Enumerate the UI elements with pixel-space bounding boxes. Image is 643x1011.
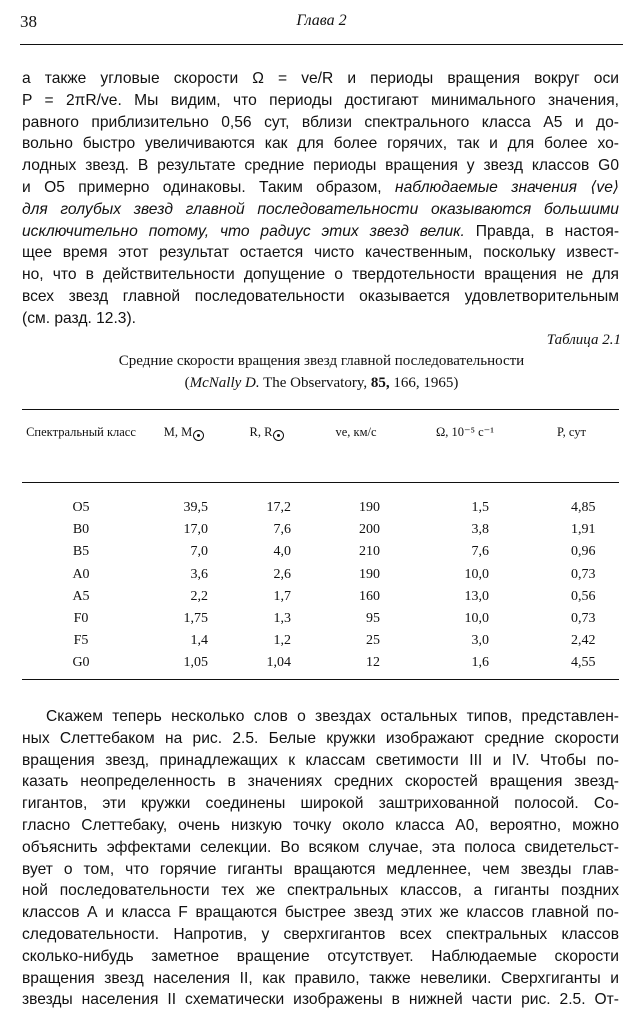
cell-value: 3,6 bbox=[190, 566, 208, 582]
cell-spectral-class bbox=[22, 586, 140, 608]
cell-period bbox=[524, 608, 619, 630]
cell-spectral-class bbox=[22, 519, 140, 541]
cell-spectral-class bbox=[22, 630, 140, 652]
cell-value: 1,5 bbox=[471, 500, 489, 516]
text-line: объяснить эффектами селекции. Во всяком случае, эта полоса свидетельст- bbox=[22, 838, 619, 856]
table-body bbox=[22, 497, 619, 675]
cell-value: 39,5 bbox=[183, 500, 208, 516]
table-row bbox=[22, 519, 619, 541]
italic-text: исключительно потому, что радиус этих звезд велик. bbox=[22, 222, 465, 240]
table-rule-mid bbox=[22, 482, 619, 483]
cell-mass bbox=[140, 608, 228, 630]
cell-radius bbox=[228, 541, 306, 563]
cell-value: 1,4 bbox=[190, 633, 208, 649]
italic-text: наблюдаемые значения ⟨ve⟩ bbox=[395, 178, 619, 196]
table-row bbox=[22, 652, 619, 674]
cell-spectral-class bbox=[22, 608, 140, 630]
text-line: гласно Слеттебаку, очень низкую точку около класса А0, вероятно, можно bbox=[22, 816, 619, 834]
cell-value: 12 bbox=[366, 655, 380, 671]
cell-value: 1,91 bbox=[571, 522, 596, 538]
source-pages: 166, 1965) bbox=[393, 375, 459, 391]
cell-spectral-class bbox=[22, 497, 140, 519]
cell-mass bbox=[140, 586, 228, 608]
table-rule-bottom bbox=[22, 679, 619, 680]
table-label: Таблица 2.1 bbox=[546, 332, 621, 348]
cell-period bbox=[524, 652, 619, 674]
cell-mass bbox=[140, 630, 228, 652]
table-caption: Средние скорости вращения звезд главной последовательности bbox=[118, 353, 525, 369]
header-radius-label: R, R bbox=[249, 425, 273, 439]
cell-value: 210 bbox=[359, 544, 380, 560]
cell-value: F5 bbox=[73, 633, 89, 649]
table-row bbox=[22, 564, 619, 586]
cell-value: 190 bbox=[359, 500, 380, 516]
text-line: равного приблизительно 0,56 сут, вблизи спектрального класса А5 и до- bbox=[22, 113, 619, 131]
cell-value: 2,6 bbox=[273, 566, 291, 582]
text-line: ных Слеттебаком на рис. 2.5. Белые кружки изображают средние скорости bbox=[22, 729, 619, 747]
text-segment: и О5 примерно одинаковы. Таким образом, bbox=[22, 178, 382, 196]
cell-value: 7,6 bbox=[273, 522, 291, 538]
header-mass bbox=[140, 424, 228, 441]
text-line: P = 2πR/ve. Мы видим, что периоды достигают минимального значения, bbox=[22, 91, 619, 109]
cell-radius bbox=[228, 586, 306, 608]
cell-value: 0,96 bbox=[571, 544, 596, 560]
cell-radius bbox=[228, 630, 306, 652]
table-title bbox=[0, 350, 643, 394]
text-line: вращения звезд, принадлежащих к классам светимости III и IV. Чтобы по- bbox=[22, 751, 619, 769]
text-line: щее время этот результат остается чисто качественным, поскольку извест- bbox=[22, 244, 619, 262]
cell-velocity bbox=[306, 586, 406, 608]
cell-value: A0 bbox=[72, 566, 90, 582]
cell-value: O5 bbox=[72, 500, 90, 516]
cell-value: 1,7 bbox=[273, 588, 291, 604]
cell-period bbox=[524, 586, 619, 608]
text-line: Скажем теперь несколько слов о звездах остальных типов, представлен- bbox=[46, 708, 619, 725]
cell-radius bbox=[228, 497, 306, 519]
cell-value: 1,6 bbox=[471, 655, 489, 671]
text-line: (см. разд. 12.3). bbox=[22, 309, 136, 327]
cell-value: 3,0 bbox=[471, 633, 489, 649]
cell-value: 10,0 bbox=[464, 566, 489, 582]
cell-value: 95 bbox=[366, 611, 380, 627]
cell-value: 1,05 bbox=[183, 655, 208, 671]
text-line: всех звезд главной последовательности оказывается удовлетворительным bbox=[22, 287, 619, 305]
cell-value: 7,6 bbox=[471, 544, 489, 560]
header-mass-label: M, M bbox=[163, 425, 193, 439]
table-row bbox=[22, 497, 619, 519]
header-velocity: ve, км/с bbox=[335, 425, 377, 439]
cell-omega bbox=[406, 541, 524, 563]
cell-omega bbox=[406, 652, 524, 674]
paragraph-other-star-types bbox=[22, 706, 619, 1011]
page-number: 38 bbox=[20, 12, 37, 31]
cell-value: B5 bbox=[72, 544, 90, 560]
text-line: ной последовательности тех же спектральных классов, а гиганты поздних bbox=[22, 882, 619, 900]
cell-value: F0 bbox=[73, 611, 89, 627]
text-line: для голубых звезд главной последовательности оказываются большими bbox=[22, 200, 619, 218]
cell-value: 1,75 bbox=[183, 611, 208, 627]
table-row bbox=[22, 541, 619, 563]
cell-velocity bbox=[306, 564, 406, 586]
cell-value: 2,2 bbox=[190, 588, 208, 604]
cell-radius bbox=[228, 652, 306, 674]
table-row bbox=[22, 630, 619, 652]
cell-value: 1,04 bbox=[266, 655, 291, 671]
text-line: вольно быстро увеличиваются как для более горячих, так и для более хо- bbox=[22, 135, 619, 153]
sun-symbol-icon bbox=[273, 430, 284, 441]
source-journal: The Observatory, bbox=[263, 375, 368, 391]
cell-value: 4,55 bbox=[571, 655, 596, 671]
cell-radius bbox=[228, 564, 306, 586]
header-period: P, сут bbox=[557, 425, 586, 439]
cell-value: 4,85 bbox=[571, 500, 596, 516]
cell-velocity bbox=[306, 608, 406, 630]
cell-spectral-class bbox=[22, 564, 140, 586]
cell-value: 0,73 bbox=[571, 611, 596, 627]
page-header bbox=[20, 12, 623, 34]
text-line: а также угловые скорости Ω = ve/R и периоды вращения вокруг оси bbox=[22, 70, 619, 87]
cell-value: G0 bbox=[72, 655, 90, 671]
cell-velocity bbox=[306, 541, 406, 563]
cell-omega bbox=[406, 586, 524, 608]
cell-period bbox=[524, 519, 619, 541]
text-line: вращения звезд населения II, как правило, также невелики. Сверхгиганты и bbox=[22, 969, 619, 987]
cell-value: 2,42 bbox=[571, 633, 596, 649]
cell-period bbox=[524, 497, 619, 519]
text-line: но, что в действительности допущение о твердотельности вращения не для bbox=[22, 266, 619, 284]
table-header bbox=[22, 424, 619, 441]
cell-velocity bbox=[306, 652, 406, 674]
cell-omega bbox=[406, 608, 524, 630]
cell-velocity bbox=[306, 630, 406, 652]
cell-value: 17,2 bbox=[266, 500, 291, 516]
cell-mass bbox=[140, 564, 228, 586]
cell-value: 13,0 bbox=[464, 588, 489, 604]
table-source: (McNally D. The Observatory, 85, 166, 1965) bbox=[184, 375, 459, 391]
cell-velocity bbox=[306, 519, 406, 541]
cell-omega bbox=[406, 497, 524, 519]
cell-value: 1,2 bbox=[273, 633, 291, 649]
header-rule bbox=[20, 44, 623, 45]
cell-radius bbox=[228, 608, 306, 630]
running-head: Глава 2 bbox=[296, 12, 347, 29]
table-row bbox=[22, 608, 619, 630]
cell-value: 17,0 bbox=[183, 522, 208, 538]
cell-mass bbox=[140, 541, 228, 563]
text-line: классов А и класса F вращаются быстрее звезд этих же классов главной по- bbox=[22, 904, 619, 922]
cell-mass bbox=[140, 652, 228, 674]
cell-velocity bbox=[306, 497, 406, 519]
cell-value: 10,0 bbox=[464, 611, 489, 627]
source-volume: 85, bbox=[370, 375, 390, 391]
cell-spectral-class bbox=[22, 652, 140, 674]
text-line: вует о том, что горячие гиганты вращаются медленнее, чем звезды глав- bbox=[22, 860, 619, 878]
sun-symbol-icon bbox=[193, 430, 204, 441]
cell-radius bbox=[228, 519, 306, 541]
cell-omega bbox=[406, 519, 524, 541]
header-omega: Ω, 10⁻⁵ c⁻¹ bbox=[435, 425, 494, 439]
text-line: гигантов, эти кружки соединены широкой заштрихованной полосой. Со- bbox=[22, 795, 619, 813]
cell-value: 7,0 bbox=[190, 544, 208, 560]
cell-value: 200 bbox=[359, 522, 380, 538]
cell-value: 190 bbox=[359, 566, 380, 582]
header-radius bbox=[228, 424, 306, 441]
cell-mass bbox=[140, 497, 228, 519]
header-spectral-class: Спектральный класс bbox=[26, 425, 136, 439]
cell-mass bbox=[140, 519, 228, 541]
source-author: McNally D. bbox=[189, 375, 260, 391]
cell-value: A5 bbox=[72, 588, 90, 604]
table-rule-top bbox=[22, 409, 619, 410]
cell-value: 160 bbox=[359, 588, 380, 604]
text-line: лодных звезд. В результате средние периоды вращения у звезд классов G0 bbox=[22, 157, 619, 175]
cell-value: B0 bbox=[72, 522, 90, 538]
cell-period bbox=[524, 541, 619, 563]
cell-period bbox=[524, 564, 619, 586]
text-segment: Правда, в настоя- bbox=[475, 222, 620, 240]
cell-omega bbox=[406, 630, 524, 652]
text-line: звезды населения II схематически изображены в нижней части рис. 2.5. От- bbox=[22, 991, 619, 1009]
cell-period bbox=[524, 630, 619, 652]
table-row bbox=[22, 586, 619, 608]
text-line bbox=[22, 221, 619, 243]
text-line: сколько-нибудь заметное вращение отсутствует. Наблюдаемые скорости bbox=[22, 947, 619, 965]
cell-value: 25 bbox=[366, 633, 380, 649]
cell-value: 0,56 bbox=[571, 588, 596, 604]
cell-value: 1,3 bbox=[273, 611, 291, 627]
text-line bbox=[22, 177, 619, 199]
cell-value: 0,73 bbox=[571, 566, 596, 582]
cell-value: 4,0 bbox=[273, 544, 291, 560]
cell-omega bbox=[406, 564, 524, 586]
cell-value: 3,8 bbox=[471, 522, 489, 538]
cell-spectral-class bbox=[22, 541, 140, 563]
paragraph-rotation-periods bbox=[22, 68, 619, 330]
text-line: казать неопределенность в значениях средних скоростей вращения звезд- bbox=[22, 773, 619, 791]
text-line: следовательности. Напротив, у сверхгигантов всех спектральных классов bbox=[22, 925, 619, 943]
